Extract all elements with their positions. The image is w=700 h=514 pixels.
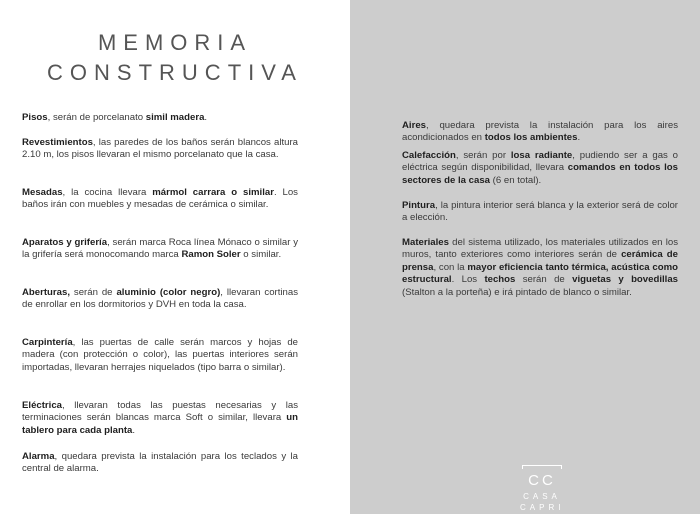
text-run: (6 en total). — [490, 174, 542, 186]
bold-run: techos — [484, 274, 516, 286]
text-run: , quedara prevista la instalación para los aires acondicionados en — [402, 120, 678, 144]
bold-run: viguetas y bovedillas — [572, 274, 678, 286]
text-run: . Los — [451, 274, 485, 286]
paragraph-calefaccion — [402, 150, 678, 187]
text-run: serán de — [69, 287, 117, 298]
bold-run: Materiales — [402, 237, 449, 248]
paragraph-alarma — [22, 451, 298, 476]
text-run: del sistema utilizado, los materiales utilizados en los muros, tanto exteriores como interiores serán de — [402, 237, 678, 261]
text-run: o similar. — [240, 249, 282, 261]
text-run: , con la — [433, 261, 468, 273]
casa-capri-logo — [520, 465, 564, 514]
text-run: . Los baños irán con muebles y mesadas de cerámica o similar. — [22, 187, 298, 211]
bold-run: Pintura — [402, 200, 436, 211]
logo-mark: CC — [528, 472, 556, 489]
text-run: , las paredes de los baños serán blancos altura 2.10 m, los pisos llevaran el mismo porcelanato que la casa. — [22, 137, 298, 161]
paragraph-mesadas — [22, 187, 298, 212]
bold-run: Pisos — [22, 112, 48, 123]
logo-roof-icon — [522, 465, 562, 469]
logo-word-capri: CAPRI — [520, 503, 564, 512]
paragraph-revestimientos — [22, 137, 298, 162]
bold-run: Eléctrica — [22, 400, 63, 411]
bold-run: un tablero para cada planta — [22, 412, 298, 436]
bold-run: losa radiante — [510, 150, 573, 161]
text-run: , la pintura interior será blanca y la exterior será de color a elección. — [402, 200, 678, 224]
title-line-2: CONSTRUCTIVA — [47, 60, 303, 85]
text-run: , llevaran cortinas de enrollar en los dormitorios y DVH en toda la casa. — [22, 287, 299, 311]
bold-run: mayor eficiencia tanto térmica, acústica como estructural — [402, 261, 678, 286]
paragraph-aparatos — [22, 237, 298, 262]
paragraph-electrica — [22, 400, 298, 437]
bold-run: aluminio (color negro) — [116, 287, 221, 298]
bold-run: Ramon Soler — [181, 249, 241, 261]
bold-run: comandos en todos los sectores de la casa — [402, 162, 678, 186]
text-run: (Stalton a la porteña) e irá pintado de blanco o similar. — [402, 286, 632, 298]
bold-run: Aparatos y grifería — [22, 237, 108, 248]
bold-run: Revestimientos — [22, 137, 93, 148]
text-run: , las puertas de calle serán marcos y hojas de madera (con protección o color), las puertas interiores serán importadas, llevaran herrajes niquelados (tipo barra o similar). — [22, 337, 298, 373]
bold-run: Alarma — [22, 451, 55, 462]
bold-run: cerámica de prensa — [402, 249, 678, 273]
paragraph-aires — [402, 120, 678, 145]
logo-word-casa: CASA — [523, 492, 561, 501]
text-run: . — [204, 112, 208, 123]
text-run: , la cocina llevara — [62, 187, 153, 198]
bold-run: Calefacción — [402, 150, 456, 161]
text-run: , llevaran todas las puestas necesarias y las terminaciones serán blancas marca Soft o similar, llevara — [22, 400, 298, 424]
bold-run: Carpintería — [22, 337, 73, 348]
text-run: . — [577, 132, 581, 144]
bold-run: mármol carrara o similar — [152, 187, 274, 198]
paragraph-pintura — [402, 200, 678, 225]
text-run: , serán por — [455, 150, 511, 161]
bold-run: simil madera — [145, 112, 205, 123]
title-line-1: MEMORIA — [97, 30, 253, 55]
bold-run: todos los ambientes — [484, 132, 578, 144]
paragraph-aberturas — [22, 287, 298, 312]
text-run: , serán de porcelanato — [47, 112, 146, 123]
text-run: , quedara prevista la instalación para los teclados y la central de alarma. — [22, 451, 298, 475]
paragraph-materiales — [402, 237, 678, 299]
text-run: , serán marca Roca línea Mónaco o similar y la grifería será monocomando marca — [22, 237, 298, 261]
text-run: , pudiendo ser a gas o eléctrica según disponibilidad, llevara — [402, 150, 679, 174]
paragraph-pisos — [22, 112, 298, 124]
bold-run: Aires — [402, 120, 426, 131]
bold-run: Aberturas, — [22, 287, 70, 298]
bold-run: Mesadas — [22, 187, 63, 198]
text-run: . — [132, 424, 136, 436]
text-run: serán de — [515, 274, 573, 286]
paragraph-carpinteria — [22, 337, 298, 374]
